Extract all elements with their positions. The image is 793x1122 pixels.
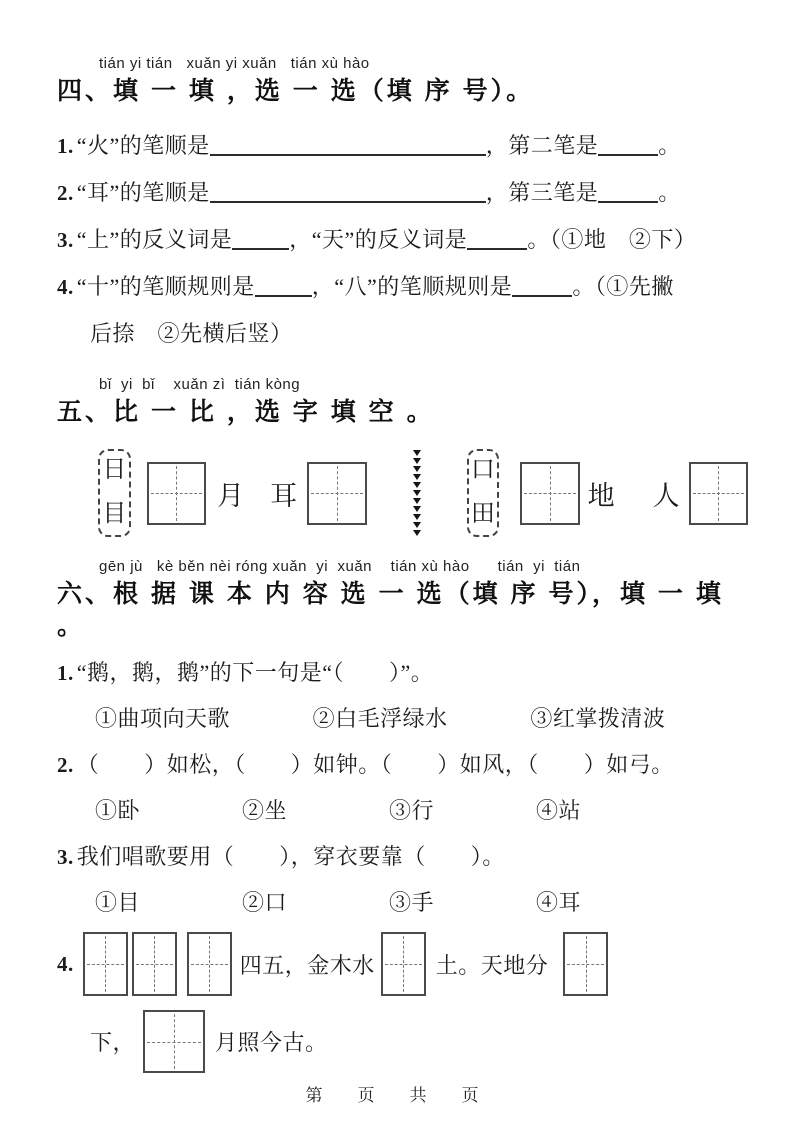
question-number: 4. <box>57 275 74 299</box>
option-1[interactable]: ①卧 <box>95 798 141 823</box>
tzg-cross-line <box>403 936 404 992</box>
answer-blank[interactable] <box>255 277 312 297</box>
answer-blank-short[interactable] <box>598 136 658 156</box>
option-2[interactable]: ②坐 <box>242 798 288 823</box>
question-text: 四五，金木水 <box>239 952 375 978</box>
character-choice-box-right <box>467 449 500 537</box>
question-6-3-options <box>95 887 748 919</box>
option-1[interactable]: ①目 <box>95 890 141 915</box>
question-text: ，“八”的笔顺规则是 <box>311 274 513 299</box>
tianzige-writing-box[interactable] <box>307 462 366 525</box>
tzg-cross-line <box>174 1014 175 1069</box>
tianzige-writing-box[interactable] <box>147 462 206 525</box>
answer-blank[interactable] <box>467 230 527 250</box>
page-footer: 第 页 共 页 <box>305 1086 488 1105</box>
question-text: ，“天”的反义词是 <box>289 227 468 252</box>
question-text: 。 <box>658 180 681 205</box>
question-text: “火”的笔顺是 <box>76 133 210 158</box>
arrow-glyph <box>413 482 421 488</box>
option-4[interactable]: ④耳 <box>536 890 582 915</box>
choice-character: 目 <box>102 501 127 527</box>
choice-character: 日 <box>102 457 127 483</box>
section4-pinyin: tián yi tián xuǎn yi xuǎn tián xù hào <box>99 55 370 72</box>
option-3[interactable]: ③行 <box>389 798 435 823</box>
question-text: ，第二笔是 <box>485 133 599 158</box>
question-number: 4. <box>57 951 74 976</box>
tzg-cross-line <box>718 466 719 521</box>
question-number: 3. <box>57 228 74 252</box>
tianzige-writing-box[interactable] <box>83 932 128 996</box>
option-2[interactable]: ②口 <box>242 890 288 915</box>
question-text: ，第三笔是 <box>485 180 599 205</box>
arrow-glyph <box>413 514 421 520</box>
option-1[interactable]: ①曲项向天歌 <box>95 706 231 731</box>
option-2[interactable]: ②白毛浮绿水 <box>312 706 448 731</box>
question-text: “耳”的笔顺是 <box>76 180 210 205</box>
question-number: 2. <box>57 753 74 777</box>
given-character: 月 <box>217 480 245 511</box>
arrow-glyph <box>413 522 421 528</box>
question-6-4 <box>57 932 748 996</box>
tianzige-writing-box[interactable] <box>689 462 748 525</box>
question-text: 土。天地分 <box>435 952 549 978</box>
tianzige-writing-box[interactable] <box>520 462 579 525</box>
question-4-4-line2: 后捺 ②先横后竖） <box>90 321 293 346</box>
question-text: “鹅，鹅，鹅”的下一句是“（ ）”。 <box>76 660 434 685</box>
arrow-glyph <box>413 450 421 456</box>
option-3[interactable]: ③红掌拨清波 <box>530 706 666 731</box>
section6-title: 六、根 据 课 本 内 容 选 一 选（填 序 号），填 一 填 。 <box>57 580 724 640</box>
answer-blank-long[interactable] <box>210 183 486 203</box>
answer-blank-long[interactable] <box>210 136 486 156</box>
tzg-cross-line <box>105 936 106 992</box>
question-4-2 <box>57 176 748 210</box>
section-divider-arrows <box>413 449 421 537</box>
tianzige-writing-box[interactable] <box>143 1010 205 1073</box>
given-character: 耳 <box>270 480 298 511</box>
question-text: 下， <box>90 1030 136 1055</box>
tzg-cross-line <box>337 466 338 521</box>
arrow-glyph <box>413 530 421 536</box>
question-text: （ ）如松，（ ）如钟。（ ）如风，（ ）如弓。 <box>76 752 674 777</box>
answer-blank[interactable] <box>512 277 572 297</box>
arrow-glyph <box>413 474 421 480</box>
given-character: 地 <box>587 480 615 511</box>
question-4-4 <box>57 270 748 304</box>
option-3[interactable]: ③手 <box>389 890 435 915</box>
section5-exercise-row <box>98 448 748 538</box>
character-choice-box-left <box>98 449 131 537</box>
question-6-1 <box>57 656 748 690</box>
question-6-2 <box>57 748 748 782</box>
choice-character: 口 <box>470 457 495 483</box>
question-6-3 <box>57 840 748 874</box>
arrow-glyph <box>413 498 421 504</box>
arrow-glyph <box>413 506 421 512</box>
question-text: 月照今古。 <box>215 1030 328 1055</box>
option-4[interactable]: ④站 <box>536 798 582 823</box>
tzg-cross-line <box>586 936 587 992</box>
question-6-4-line2 <box>90 1010 748 1073</box>
tianzige-writing-box[interactable] <box>563 932 608 996</box>
question-text: 。（①地 ②下） <box>527 227 697 252</box>
tzg-cross-line <box>176 466 177 521</box>
question-6-1-options <box>95 703 748 735</box>
tzg-cross-line <box>550 466 551 521</box>
section5-title: 五、比 一 比 ，选 字 填 空 。 <box>57 398 435 426</box>
question-text: “十”的笔顺规则是 <box>76 274 255 299</box>
answer-blank-short[interactable] <box>598 183 658 203</box>
section5-pinyin: bǐ yi bǐ xuǎn zì tián kòng <box>99 376 301 393</box>
question-text: 我们唱歌要用（ ），穿衣要靠（ ）。 <box>76 844 505 869</box>
question-4-3 <box>57 223 748 257</box>
question-number: 1. <box>57 661 74 685</box>
question-number: 2. <box>57 181 74 205</box>
choice-character: 田 <box>470 501 495 527</box>
section6-pinyin: gēn jù kè běn nèi róng xuǎn yi xuǎn tián xù hào tián yi tián <box>99 558 581 575</box>
answer-blank[interactable] <box>232 230 289 250</box>
tianzige-writing-box[interactable] <box>132 932 177 996</box>
question-text: 。（①先撇 <box>572 274 674 299</box>
tzg-cross-line <box>154 936 155 992</box>
question-number: 1. <box>57 134 74 158</box>
tzg-cross-line <box>209 936 210 992</box>
arrow-glyph <box>413 490 421 496</box>
tianzige-writing-box[interactable] <box>187 932 232 996</box>
arrow-glyph <box>413 466 421 472</box>
given-character: 人 <box>652 480 680 511</box>
question-6-2-options <box>95 795 748 827</box>
question-4-1 <box>57 129 748 163</box>
arrow-glyph <box>413 458 421 464</box>
question-text: 。 <box>658 133 681 158</box>
tianzige-writing-box[interactable] <box>381 932 426 996</box>
question-number: 3. <box>57 845 74 869</box>
section4-title: 四、填 一 填 ，选 一 选（填 序 号）。 <box>57 77 535 105</box>
question-text: “上”的反义词是 <box>76 227 233 252</box>
